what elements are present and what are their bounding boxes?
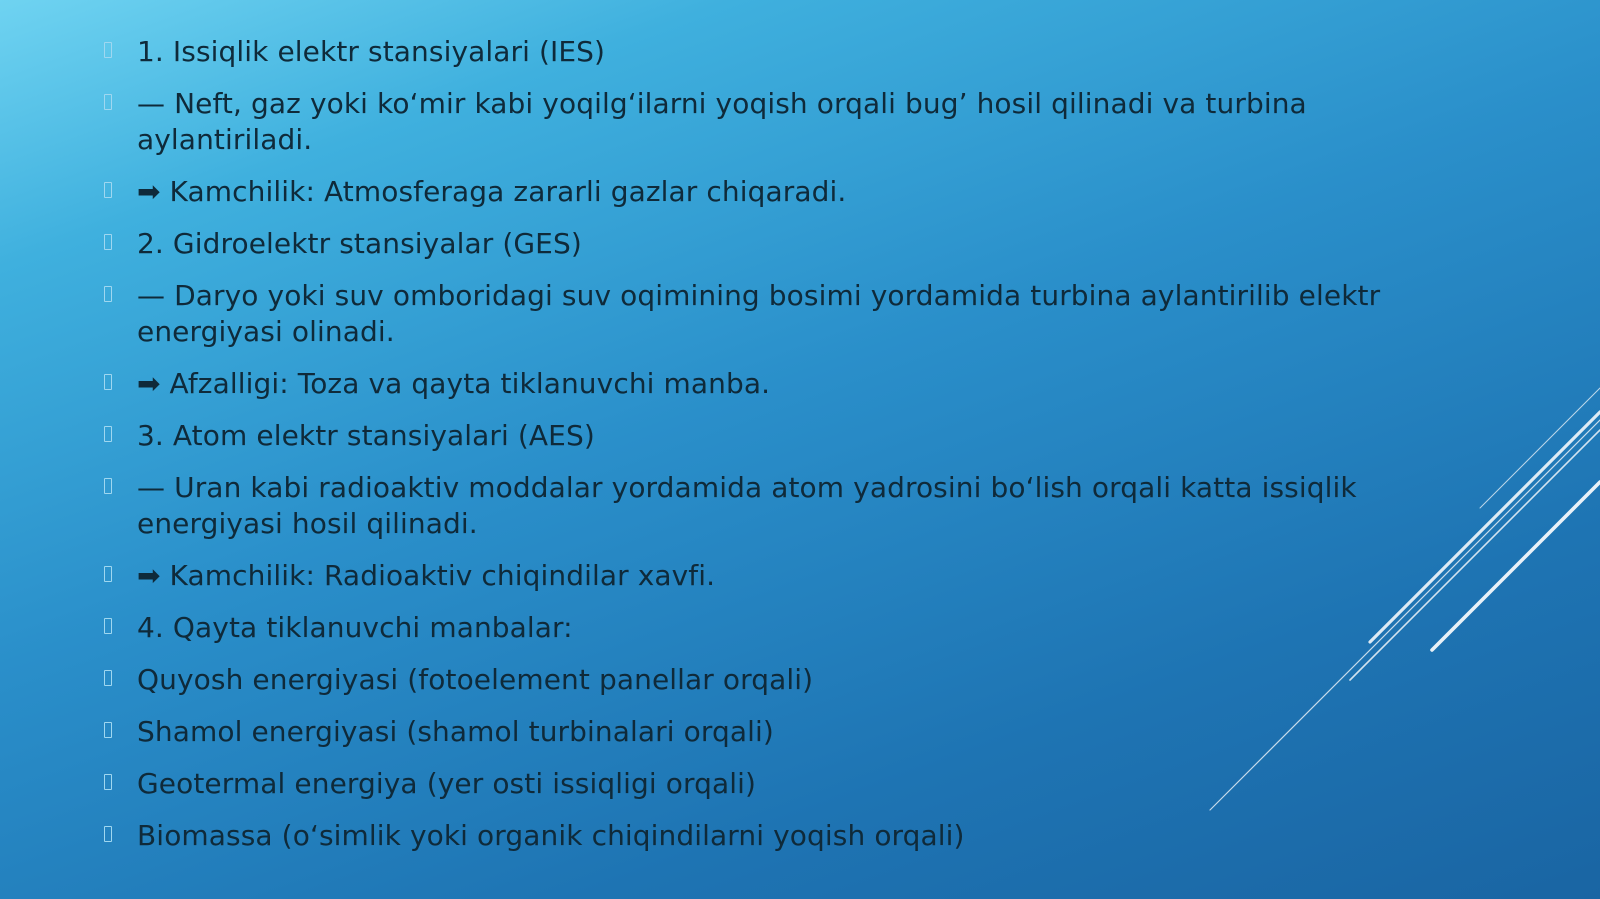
bullet-list [98, 34, 1498, 854]
list-item [98, 470, 1498, 542]
list-item-text: 1. Issiqlik elektr stansiyalari (IES) [137, 35, 606, 68]
list-item [98, 766, 1498, 802]
square-outline-icon [104, 182, 112, 198]
list-item [98, 714, 1498, 750]
list-item-text: — Neft, gaz yoki ko‘mir kabi yoqilg‘ilarni yoqish orqali bug’ hosil qilinadi va turbina aylantiriladi. [137, 87, 1307, 156]
square-outline-icon [104, 722, 112, 738]
list-item-text: 2. Gidroelektr stansiyalar (GES) [137, 227, 582, 260]
list-item [98, 86, 1498, 158]
list-item [98, 662, 1498, 698]
slide-content [98, 34, 1498, 870]
list-item [98, 226, 1498, 262]
list-item-text: Quyosh energiyasi (fotoelement panellar orqali) [137, 663, 814, 696]
square-outline-icon [104, 94, 112, 110]
list-item-text: ➡ Kamchilik: Atmosferaga zararli gazlar chiqaradi. [137, 175, 847, 208]
square-outline-icon [104, 826, 112, 842]
square-outline-icon [104, 566, 112, 582]
list-item [98, 174, 1498, 210]
list-item [98, 610, 1498, 646]
list-item-text: 4. Qayta tiklanuvchi manbalar: [137, 611, 573, 644]
square-outline-icon [104, 774, 112, 790]
list-item-text: Shamol energiyasi (shamol turbinalari orqali) [137, 715, 774, 748]
square-outline-icon [104, 426, 112, 442]
square-outline-icon [104, 42, 112, 58]
list-item [98, 818, 1498, 854]
list-item [98, 418, 1498, 454]
list-item [98, 34, 1498, 70]
list-item [98, 278, 1498, 350]
list-item-text: Biomassa (o‘simlik yoki organik chiqindilarni yoqish orqali) [137, 819, 965, 852]
list-item-text: ➡ Afzalligi: Toza va qayta tiklanuvchi manba. [137, 367, 771, 400]
list-item-text: — Daryo yoki suv omboridagi suv oqimining bosimi yordamida turbina aylantirilib elektr energiyasi olinadi. [137, 279, 1381, 348]
square-outline-icon [104, 478, 112, 494]
list-item-text: Geotermal energiya (yer osti issiqligi orqali) [137, 767, 756, 800]
list-item-text: 3. Atom elektr stansiyalari (AES) [137, 419, 595, 452]
square-outline-icon [104, 286, 112, 302]
square-outline-icon [104, 234, 112, 250]
list-item-text: ➡ Kamchilik: Radioaktiv chiqindilar xavfi. [137, 559, 716, 592]
square-outline-icon [104, 618, 112, 634]
list-item [98, 366, 1498, 402]
list-item-text: — Uran kabi radioaktiv moddalar yordamida atom yadrosini bo‘lish orqali katta issiqlik energiyasi hosil qilinadi. [137, 471, 1357, 540]
square-outline-icon [104, 374, 112, 390]
square-outline-icon [104, 670, 112, 686]
list-item [98, 558, 1498, 594]
